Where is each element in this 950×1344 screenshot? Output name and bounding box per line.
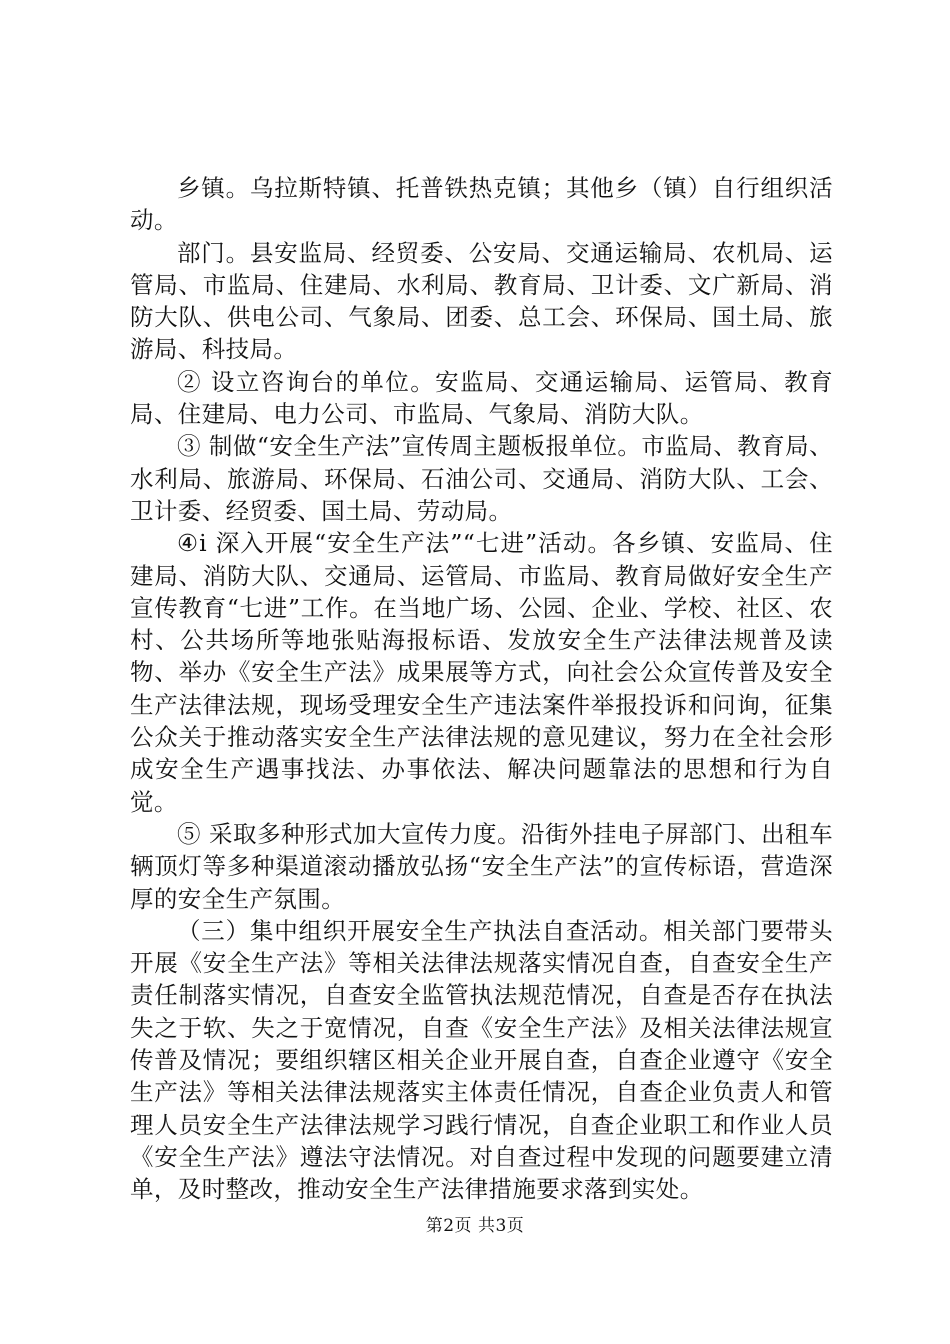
paragraph-departments: 部门。县安监局、经贸委、公安局、交通运输局、农机局、运管局、市监局、住建局、水利局、教育局、卫计委、文广新局、消防大队、供电公司、气象局、团委、总工会、环保局、国土局、旅游局、科技局。 xyxy=(130,238,833,364)
paragraph-blackboard-units: ③ 制做“安全生产法”宣传周主题板报单位。市监局、教育局、水利局、旅游局、环保局、石油公司、交通局、消防大队、工会、卫计委、经贸委、国土局、劳动局。 xyxy=(130,432,833,525)
paragraph-township-activities: 乡镇。乌拉斯特镇、托普铁热克镇；其他乡（镇）自行组织活动。 xyxy=(130,174,833,235)
page-number-footer: 第2页 共3页 xyxy=(425,1216,525,1236)
paragraph-self-inspection: （三）集中组织开展安全生产执法自查活动。相关部门要带头开展《安全生产法》等相关法律法规落实情况自查，自查安全生产责任制落实情况，自查安全监管执法规范情况，自查是否存在执法失之于软、失之于宽情况，自查《安全生产法》及相关法律法规宣传普及情况；要组织辖区相关企业开展自查，自查企业遵守《安全生产法》等相关法律法规落实主体责任情况，自查企业负责人和管理人员安全生产法律法规学习践行情况，自查企业职工和作业人员《安全生产法》遵法守法情况。对自查过程中发现的问题要建立清单，及时整改，推动安全生产法律措施要求落到实处。 xyxy=(130,916,833,1204)
paragraph-publicity-measures: ⑤ 采取多种形式加大宣传力度。沿街外挂电子屏部门、出租车辆顶灯等多种渠道滚动播放弘扬“安全生产法”的宣传标语，营造深厚的安全生产氛围。 xyxy=(130,819,833,913)
document-body xyxy=(130,172,833,1206)
paragraph-consultation-desk-units: ② 设立咨询台的单位。安监局、交通运输局、运管局、教育局、住建局、电力公司、市监局、气象局、消防大队。 xyxy=(130,367,833,429)
paragraph-seven-entries-campaign: ④i 深入开展“安全生产法”“七进”活动。各乡镇、安监局、住建局、消防大队、交通局、运管局、市监局、教育局做好安全生产宣传教育“七进”工作。在当地广场、公园、企业、学校、社区、农村、公共场所等地张贴海报标语、发放安全生产法律法规普及读物、举办《安全生产法》成果展等方式，向社会公众宣传普及安全生产法律法规，现场受理安全生产违法案件举报投诉和问询，征集公众关于推动落实安全生产法律法规的意见建议，努力在全社会形成安全生产遇事找法、办事依法、解决问题靠法的思想和行为自觉。 xyxy=(130,529,833,816)
